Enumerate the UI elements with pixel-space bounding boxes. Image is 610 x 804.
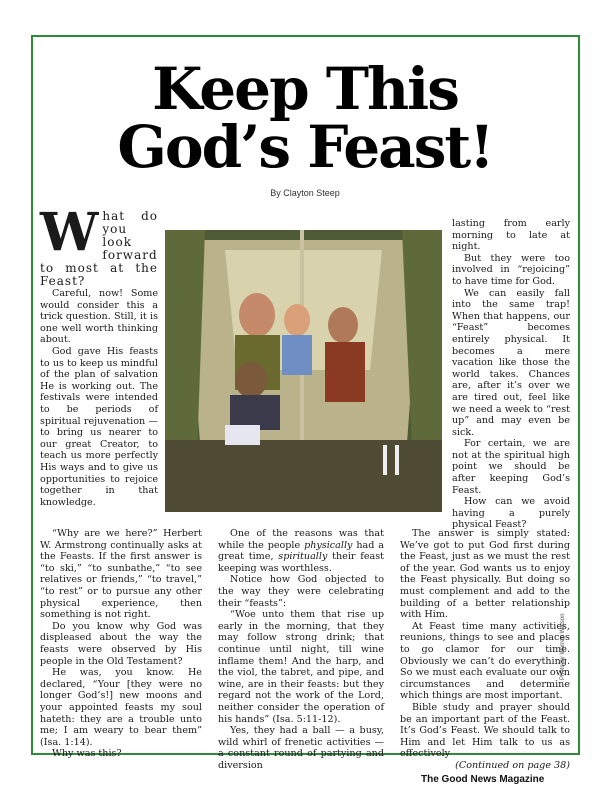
photo-credit: Photo by Warren Watson (560, 613, 566, 680)
paragraph: But they were too involved in “rejoicing” to have time for God. (452, 252, 570, 287)
paragraph: We can easily fall into the same trap! When that happens, our “Feast” becomes entirely physical. It becomes a mere vacation like those the world takes. Chances are, after it’s over we are tired out, feel like we need a week to “rest up” and may even be sick. (452, 287, 570, 438)
magazine-footer: The Good News Magazine (421, 774, 545, 785)
paragraph: Yes, they had a ball — a busy, wild whirl of frenetic activities — a constant round of partying and diversion (218, 725, 384, 771)
paragraph (218, 528, 384, 574)
headline-line-2: God’s Feast! (117, 113, 493, 181)
text-run: their feast keeping was worthless. (218, 551, 384, 574)
text-run: had a great time, (218, 539, 384, 563)
paragraph: Bible study and prayer should be an important part of the Feast. It’s God’s Feast. We should talk to Him and let Him talk to us as effectively (400, 701, 570, 760)
column-3-top (452, 218, 570, 531)
emphasis: spiritually (278, 551, 328, 563)
dropcap: W (40, 202, 99, 263)
paragraph: Notice how God objected to the way they were celebrating their “feasts”: (218, 574, 384, 609)
paragraph: “Why are we here?” Herbert W. Armstrong continually asks at the Feasts. If the first answer is “to ski,” “to sunbathe,” “to see relatives or friends,” “to travel,” “to rest” or to pursue any other physical experience, then something is not right. (40, 528, 202, 621)
column-1 (40, 202, 158, 508)
column-1-lower (40, 528, 202, 760)
paragraph: lasting from early morning to late at night. (452, 218, 570, 253)
continued-note: (Continued on page 38) (455, 759, 570, 771)
tent-family-photo (165, 230, 442, 512)
paragraph: At Feast time many activities, reunions, things to see and places to go clamor for our time. Obviously we can’t do everything. So we must each evaluate our own circumstances and determine which things are most important. (400, 620, 570, 702)
emphasis: physically (304, 539, 353, 551)
paragraph: The answer is simply stated: We’ve got to put God first during the Feast, just as we must the rest of the year. God wants us to enjoy the Feast physically. But doing so must complement and add to the building of a better relationship with Him. (400, 528, 570, 621)
paragraph: How can we avoid having a purely physical Feast? (452, 496, 570, 531)
paragraph: Careful, now! Some would consider this a trick question. Still, it is one well worth thinking about. (40, 288, 158, 346)
paragraph: “Woe unto them that rise up early in the morning, that they may follow strong drink; that continue until night, till wine inflame them! And the harp, and the viol, the tabret, and pipe, and wine, are in their feasts: but they regard not the work of the Lord, neither consider the operation of his hands” (Isa. 5:11-12). (218, 609, 384, 725)
paragraph: God gave His feasts to us to keep us mindful of the plan of salvation He is working out. The festivals were intended to be periods of spiritual rejuvenation — to bring us nearer to our great Creator, to teach us more perfectly His ways and to give us opportunities to rejoice together in that knowledge. (40, 345, 158, 508)
column-3-bottom (400, 528, 570, 771)
paragraph: Why was this? (52, 748, 122, 760)
paragraph: For certain, we are not at the spiritual high point we should be after keeping God’s Feast. (452, 438, 570, 496)
column-2 (218, 528, 384, 771)
byline: By Clayton Steep (270, 188, 340, 198)
headline-line-1: Keep This (152, 55, 458, 123)
opener-text: hat do you look forward to most at the Feast? (40, 209, 158, 288)
paragraph: He was, you know. He declared, “Your [they were no longer God’s!] new moons and your appointed feasts my soul hateth: they are a trouble unto me; I am weary to bear them” (Isa. 1:14). (40, 667, 202, 748)
text-run: One of the reasons was that while the people (218, 528, 384, 551)
paragraph: Do you know why God was displeased about the way the feasts were observed by His people in the Old Testament? (40, 620, 202, 667)
